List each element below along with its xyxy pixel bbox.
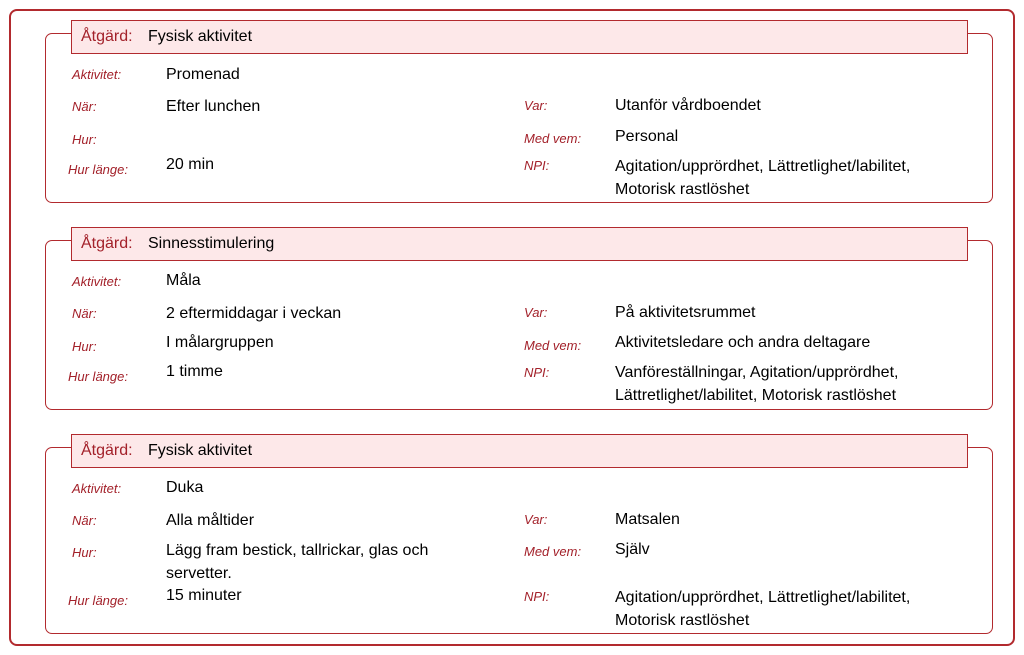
nar-label: När:	[72, 513, 97, 528]
npi-value-line1: Agitation/upprördhet, Lättretlighet/labilitet,	[615, 158, 911, 175]
hur-lange-label: Hur länge:	[68, 369, 128, 384]
med-vem-label: Med vem:	[524, 131, 582, 146]
nar-label: När:	[72, 99, 97, 114]
npi-value-line2: Motorisk rastlöshet	[615, 181, 750, 198]
med-vem-value: Själv	[615, 541, 650, 558]
nar-value: 2 eftermiddagar i veckan	[166, 305, 342, 322]
var-value: Matsalen	[615, 511, 680, 528]
hur-lange-value: 15 minuter	[166, 587, 242, 604]
nar-label: När:	[72, 306, 97, 321]
hur-lange-label: Hur länge:	[68, 162, 128, 177]
hur-value-line2: servetter.	[166, 565, 232, 582]
atgard-card-3	[45, 442, 993, 634]
atgard-card-1	[45, 28, 993, 203]
npi-label: NPI:	[524, 589, 550, 604]
med-vem-value: Personal	[615, 128, 679, 145]
hur-lange-value: 20 min	[166, 156, 215, 173]
var-value: Utanför vårdboendet	[615, 97, 761, 114]
aktivitet-label: Aktivitet:	[72, 481, 122, 496]
hur-label: Hur:	[72, 132, 97, 147]
atgard-card-2	[45, 235, 993, 410]
var-label: Var:	[524, 512, 548, 527]
hur-value: I målargruppen	[166, 334, 274, 351]
hur-value-line1: Lägg fram bestick, tallrickar, glas och	[166, 542, 429, 559]
med-vem-value: Aktivitetsledare och andra deltagare	[615, 334, 871, 351]
var-label: Var:	[524, 98, 548, 113]
var-label: Var:	[524, 305, 548, 320]
aktivitet-label: Aktivitet:	[72, 67, 122, 82]
aktivitet-value: Promenad	[166, 66, 240, 83]
nar-value: Efter lunchen	[166, 98, 261, 115]
npi-value-line1: Vanföreställningar, Agitation/upprördhet,	[615, 364, 899, 381]
card-header	[71, 20, 968, 54]
npi-value-line2: Lättretlighet/labilitet, Motorisk rastlöshet	[615, 387, 897, 404]
atgard-value: Fysisk aktivitet	[148, 28, 253, 45]
aktivitet-label: Aktivitet:	[72, 274, 122, 289]
atgard-label: Åtgärd:	[81, 28, 133, 45]
med-vem-label: Med vem:	[524, 338, 582, 353]
card-header	[71, 227, 968, 261]
npi-label: NPI:	[524, 365, 550, 380]
atgard-label: Åtgärd:	[81, 442, 133, 459]
hur-label: Hur:	[72, 545, 97, 560]
card-header	[71, 434, 968, 468]
hur-label: Hur:	[72, 339, 97, 354]
npi-value-line1: Agitation/upprördhet, Lättretlighet/labilitet,	[615, 589, 911, 606]
var-value: På aktivitetsrummet	[615, 304, 756, 321]
aktivitet-value: Duka	[166, 479, 204, 496]
nar-value: Alla måltider	[166, 512, 255, 529]
npi-value-line2: Motorisk rastlöshet	[615, 612, 750, 629]
med-vem-label: Med vem:	[524, 544, 582, 559]
hur-lange-value: 1 timme	[166, 363, 223, 380]
atgard-label: Åtgärd:	[81, 235, 133, 252]
npi-label: NPI:	[524, 158, 550, 173]
atgard-value: Fysisk aktivitet	[148, 442, 253, 459]
hur-lange-label: Hur länge:	[68, 593, 128, 608]
aktivitet-value: Måla	[166, 272, 201, 289]
atgard-value: Sinnesstimulering	[148, 235, 275, 252]
